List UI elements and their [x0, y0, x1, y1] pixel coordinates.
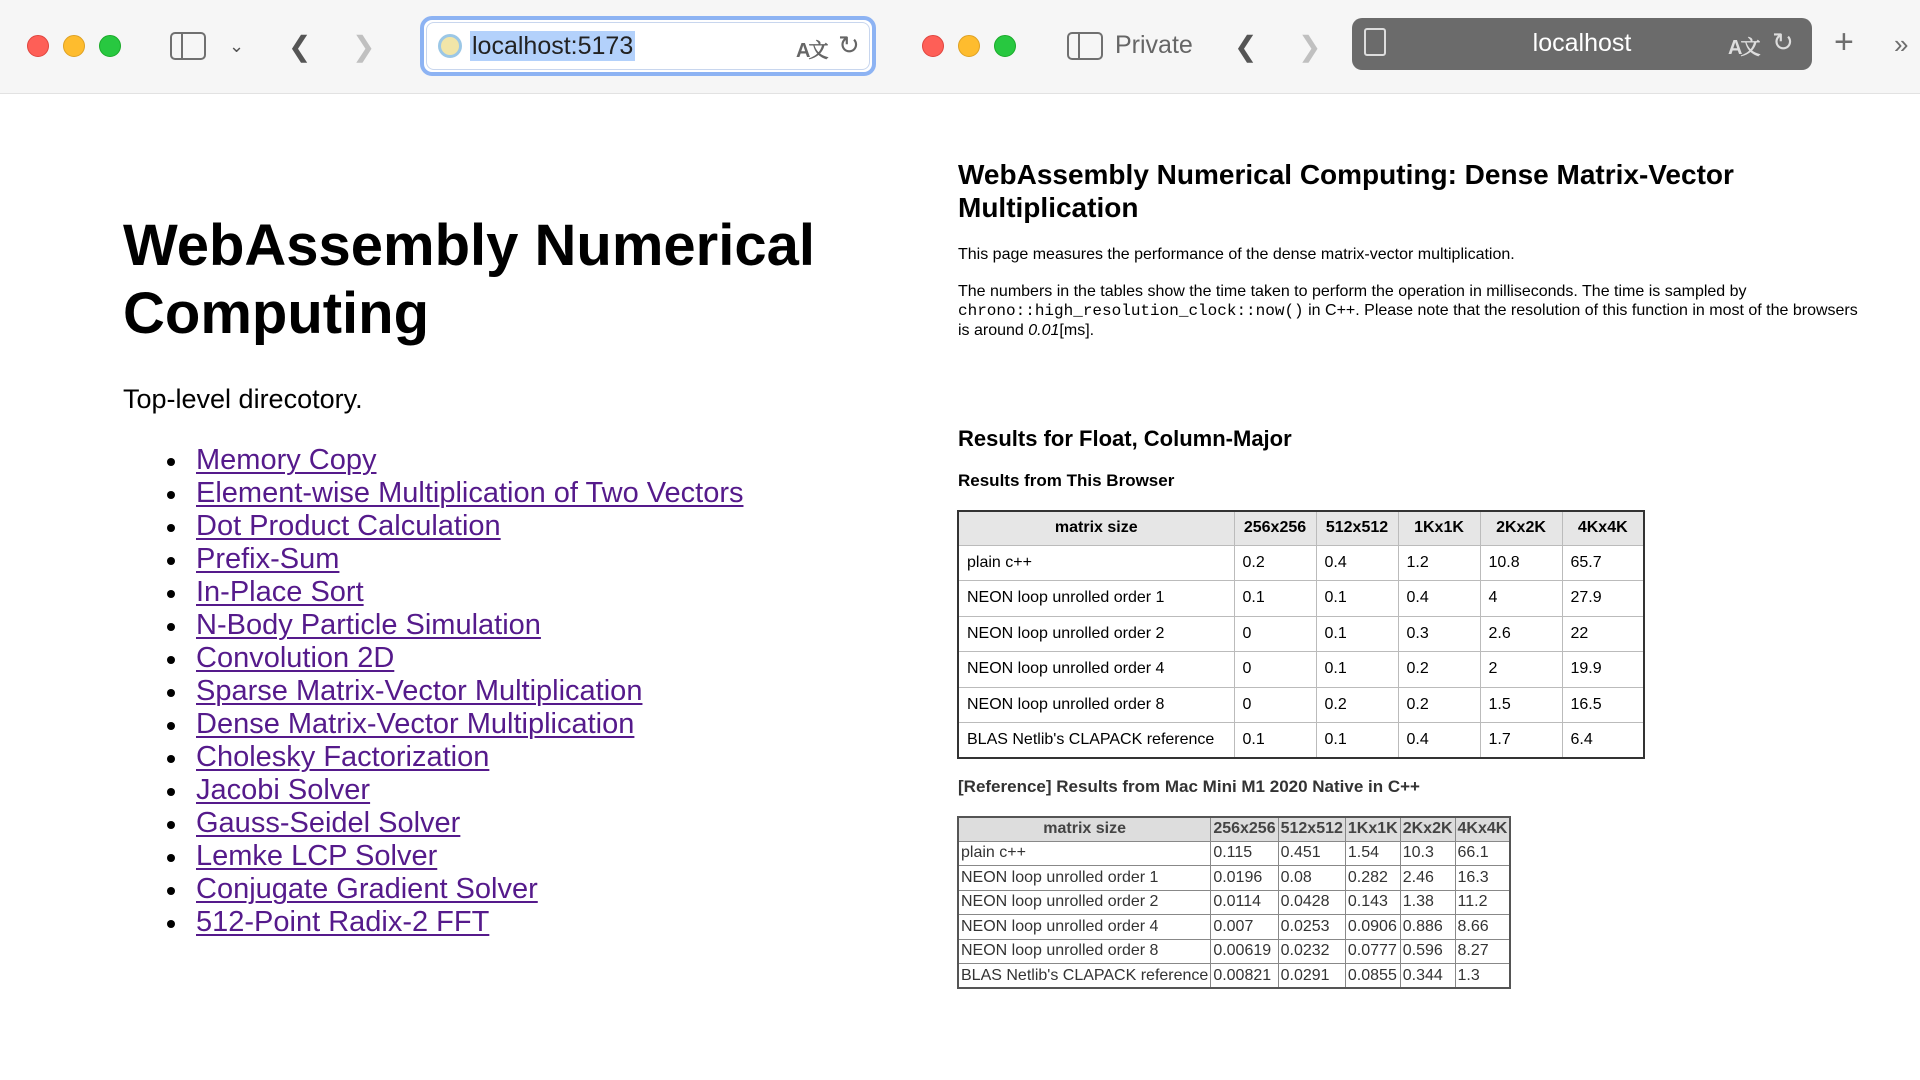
value-cell: 0.0777: [1345, 939, 1400, 964]
list-item: [123, 609, 743, 642]
page-title: WebAssembly Numerical Computing: Dense Matrix-Vector Multiplication: [958, 159, 1734, 223]
table-row: [958, 687, 1644, 723]
results-heading: Results for Float, Column-Major: [958, 426, 1292, 451]
list-item: [123, 807, 743, 840]
value-cell: 8.66: [1455, 915, 1510, 940]
chevron-left-icon[interactable]: ❮: [288, 31, 312, 62]
value-cell: 0.0114: [1211, 890, 1278, 915]
table-row: [958, 652, 1644, 688]
chevron-down-icon[interactable]: ⌄: [229, 36, 245, 56]
chevron-left-icon[interactable]: ❮: [1234, 31, 1258, 62]
benchmark-link[interactable]: Conjugate Gradient Solver: [196, 873, 538, 905]
value-cell: 22: [1562, 616, 1644, 652]
value-cell: 1.54: [1345, 841, 1400, 866]
value-cell: 0.1: [1316, 723, 1398, 759]
column-header: 1Kx1K: [1345, 817, 1400, 841]
list-item: [123, 675, 743, 708]
double-chevron-icon[interactable]: »: [1894, 29, 1909, 59]
value-cell: 0.4: [1316, 545, 1398, 581]
table-row: [958, 616, 1644, 652]
table-row: [958, 723, 1644, 759]
zoom-window-icon[interactable]: [99, 35, 121, 57]
sidebar-icon[interactable]: [1067, 32, 1103, 60]
plus-icon[interactable]: +: [1834, 23, 1854, 61]
value-cell: 0.0428: [1278, 890, 1345, 915]
close-window-icon[interactable]: [922, 35, 944, 57]
address-bar[interactable]: [420, 16, 876, 76]
value-cell: 0.00619: [1211, 939, 1278, 964]
page-title: WebAssembly Numerical Computing: [123, 213, 815, 346]
column-header: matrix size: [958, 817, 1211, 841]
list-item: [123, 708, 743, 741]
list-item: [123, 510, 743, 543]
value-cell: 6.4: [1562, 723, 1644, 759]
value-cell: 0.2: [1398, 687, 1480, 723]
value-cell: 0.007: [1211, 915, 1278, 940]
chevron-right-icon[interactable]: ❯: [352, 31, 376, 62]
close-window-icon[interactable]: [27, 35, 49, 57]
benchmark-link[interactable]: Prefix-Sum: [196, 543, 340, 575]
value-cell: 8.27: [1455, 939, 1510, 964]
zoom-window-icon[interactable]: [994, 35, 1016, 57]
row-label-cell: NEON loop unrolled order 4: [958, 652, 1234, 688]
value-cell: 0.1: [1234, 723, 1316, 759]
value-cell: 1.2: [1398, 545, 1480, 581]
benchmark-link[interactable]: Convolution 2D: [196, 642, 395, 674]
value-cell: 1.7: [1480, 723, 1562, 759]
translate-icon[interactable]: A文: [1728, 37, 1759, 59]
reload-icon[interactable]: ↻: [1772, 27, 1794, 57]
value-cell: 0.344: [1400, 964, 1455, 989]
resolution-value: 0.01: [1028, 322, 1060, 339]
list-item: [123, 477, 743, 510]
value-cell: 0.1: [1234, 581, 1316, 617]
value-cell: 19.9: [1562, 652, 1644, 688]
value-cell: 0.0855: [1345, 964, 1400, 989]
value-cell: 1.3: [1455, 964, 1510, 989]
translate-icon[interactable]: A文: [796, 40, 827, 62]
list-item: [123, 906, 743, 939]
list-item: [123, 543, 743, 576]
row-label-cell: NEON loop unrolled order 4: [958, 915, 1211, 940]
site-favicon-icon: [438, 34, 462, 58]
value-cell: 1.5: [1480, 687, 1562, 723]
list-item: [123, 774, 743, 807]
value-cell: 0.143: [1345, 890, 1400, 915]
benchmark-link-list: [123, 444, 743, 939]
list-item: [123, 741, 743, 774]
sidebar-icon[interactable]: [170, 32, 206, 60]
benchmark-link[interactable]: In-Place Sort: [196, 576, 364, 608]
address-bar-url[interactable]: localhost: [1532, 29, 1632, 57]
column-header: 1Kx1K: [1398, 511, 1480, 545]
row-label-cell: NEON loop unrolled order 8: [958, 939, 1211, 964]
benchmark-link[interactable]: Dot Product Calculation: [196, 510, 501, 542]
column-header: matrix size: [958, 511, 1234, 545]
right-browser-window: [900, 0, 1920, 1080]
table-row: [958, 866, 1510, 891]
column-header: 512x512: [1316, 511, 1398, 545]
row-label-cell: NEON loop unrolled order 1: [958, 581, 1234, 617]
left-toolbar: [0, 0, 900, 94]
left-browser-window: [0, 0, 900, 1080]
value-cell: 16.5: [1562, 687, 1644, 723]
value-cell: 66.1: [1455, 841, 1510, 866]
list-item: [123, 873, 743, 906]
left-page-content: [0, 94, 900, 1080]
value-cell: 0.2: [1234, 545, 1316, 581]
benchmark-link[interactable]: Lemke LCP Solver: [196, 840, 438, 872]
row-label-cell: NEON loop unrolled order 1: [958, 866, 1211, 891]
value-cell: 0.282: [1345, 866, 1400, 891]
value-cell: 0: [1234, 616, 1316, 652]
browser-results-heading: Results from This Browser: [958, 471, 1175, 490]
value-cell: 2: [1480, 652, 1562, 688]
benchmark-link[interactable]: Gauss-Seidel Solver: [196, 807, 461, 839]
row-label-cell: NEON loop unrolled order 2: [958, 616, 1234, 652]
list-item: [123, 840, 743, 873]
value-cell: 0.886: [1400, 915, 1455, 940]
value-cell: 4: [1480, 581, 1562, 617]
reference-results-heading: [Reference] Results from Mac Mini M1 2020 Native in C++: [958, 777, 1420, 796]
value-cell: 0.4: [1398, 581, 1480, 617]
value-cell: 0.451: [1278, 841, 1345, 866]
value-cell: 65.7: [1562, 545, 1644, 581]
benchmark-link[interactable]: Jacobi Solver: [196, 774, 371, 806]
chevron-right-icon[interactable]: ❯: [1298, 31, 1322, 62]
value-cell: 0: [1234, 652, 1316, 688]
benchmark-link[interactable]: N-Body Particle Simulation: [196, 609, 541, 641]
table-row: [958, 915, 1510, 940]
list-item: [123, 444, 743, 477]
value-cell: 27.9: [1562, 581, 1644, 617]
value-cell: 0.1: [1316, 581, 1398, 617]
value-cell: 0.0906: [1345, 915, 1400, 940]
value-cell: 11.2: [1455, 890, 1510, 915]
right-toolbar: [900, 0, 1920, 94]
row-label-cell: plain c++: [958, 841, 1211, 866]
value-cell: 0.0196: [1211, 866, 1278, 891]
reload-icon[interactable]: ↻: [838, 30, 860, 60]
value-cell: 0.596: [1400, 939, 1455, 964]
value-cell: 0.1: [1316, 616, 1398, 652]
value-cell: 2.6: [1480, 616, 1562, 652]
benchmark-link[interactable]: Cholesky Factorization: [196, 741, 490, 773]
list-item: [123, 576, 743, 609]
value-cell: 0.08: [1278, 866, 1345, 891]
row-label-cell: BLAS Netlib's CLAPACK reference: [958, 964, 1211, 989]
value-cell: 2.46: [1400, 866, 1455, 891]
column-header: 256x256: [1211, 817, 1278, 841]
address-bar[interactable]: [1352, 18, 1812, 70]
benchmark-link[interactable]: Dense Matrix-Vector Multiplication: [196, 708, 635, 740]
list-item: [123, 642, 743, 675]
value-cell: 0.1: [1316, 652, 1398, 688]
column-header: 4Kx4K: [1455, 817, 1510, 841]
value-cell: 0.0291: [1278, 964, 1345, 989]
code-snippet: chrono::high_resolution_clock::now(): [958, 302, 1304, 320]
value-cell: 0.115: [1211, 841, 1278, 866]
table-row: [958, 890, 1510, 915]
minimize-window-icon[interactable]: [958, 35, 980, 57]
benchmark-link[interactable]: Memory Copy: [196, 444, 377, 476]
table-row: [958, 841, 1510, 866]
value-cell: 0.0253: [1278, 915, 1345, 940]
benchmark-link[interactable]: Element-wise Multiplication of Two Vectors: [196, 477, 744, 509]
private-label: Private: [1115, 31, 1193, 59]
row-label-cell: NEON loop unrolled order 8: [958, 687, 1234, 723]
column-header: 256x256: [1234, 511, 1316, 545]
row-label-cell: plain c++: [958, 545, 1234, 581]
benchmark-link[interactable]: 512-Point Radix-2 FFT: [196, 906, 490, 938]
timing-note: The numbers in the tables show the time taken to perform the operation in milliseconds. The time is sampled by chrono::high_resolution_clock::now() in C++. Please note that the resolution of this function in most of the browsers is around 0.01[ms].: [958, 283, 1858, 339]
value-cell: 16.3: [1455, 866, 1510, 891]
row-label-cell: NEON loop unrolled order 2: [958, 890, 1211, 915]
value-cell: 0.2: [1398, 652, 1480, 688]
value-cell: 0.2: [1316, 687, 1398, 723]
column-header: 2Kx2K: [1480, 511, 1562, 545]
table-row: [958, 545, 1644, 581]
column-header: 4Kx4K: [1562, 511, 1644, 545]
table-row: [958, 939, 1510, 964]
value-cell: 0.0232: [1278, 939, 1345, 964]
intro-text: This page measures the performance of the dense matrix-vector multiplication.: [958, 246, 1515, 263]
minimize-window-icon[interactable]: [63, 35, 85, 57]
column-header: 2Kx2K: [1400, 817, 1455, 841]
benchmark-link[interactable]: Sparse Matrix-Vector Multiplication: [196, 675, 643, 707]
page-subtitle: Top-level direcotory.: [123, 384, 363, 414]
value-cell: 0.00821: [1211, 964, 1278, 989]
value-cell: 10.8: [1480, 545, 1562, 581]
address-bar-url[interactable]: localhost:5173: [472, 32, 634, 60]
value-cell: 0: [1234, 687, 1316, 723]
value-cell: 0.4: [1398, 723, 1480, 759]
table-row: [958, 581, 1644, 617]
value-cell: 0.3: [1398, 616, 1480, 652]
reference-results-table: [957, 816, 1511, 989]
right-page-content: [900, 94, 1920, 1080]
column-header: 512x512: [1278, 817, 1345, 841]
value-cell: 10.3: [1400, 841, 1455, 866]
row-label-cell: BLAS Netlib's CLAPACK reference: [958, 723, 1234, 759]
value-cell: 1.38: [1400, 890, 1455, 915]
browser-results-table: [957, 510, 1645, 759]
table-row: [958, 964, 1510, 989]
